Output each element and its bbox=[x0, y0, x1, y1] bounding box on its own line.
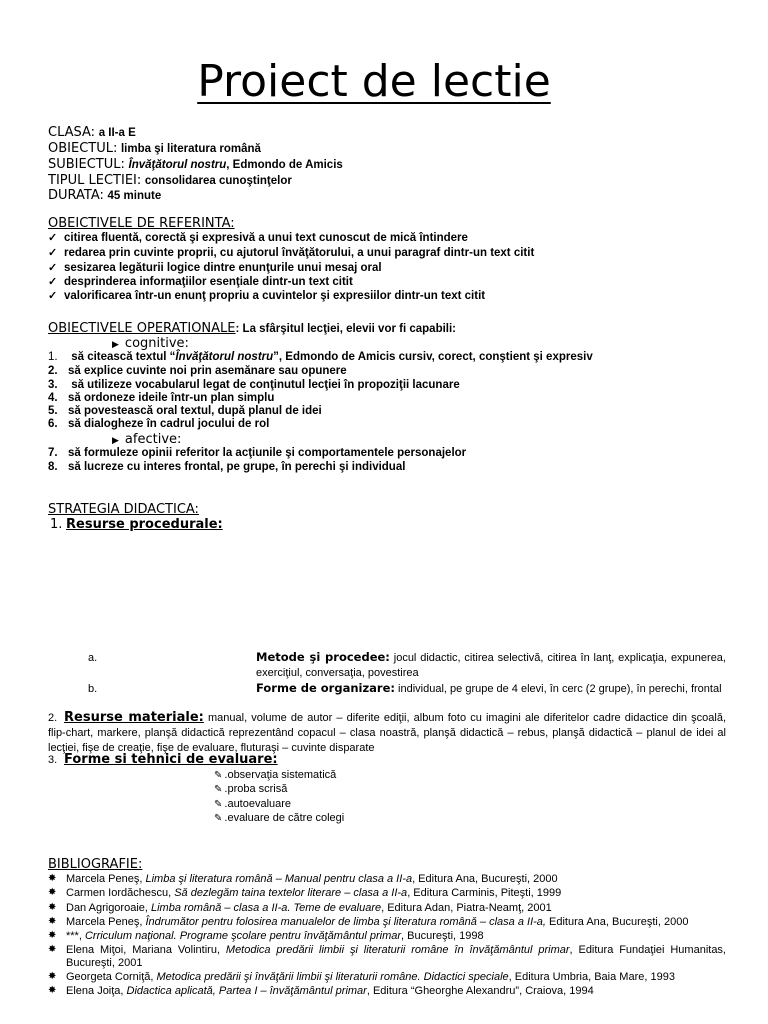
afective-item: 7. să formuleze opinii referitor la acţiunile şi comportamentele personajelor bbox=[48, 447, 467, 459]
referinta-item: ✓ sesizarea legăturii logice dintre enunţurile unui mesaj oral bbox=[48, 262, 382, 274]
checkmark-icon: ✓ bbox=[48, 290, 58, 302]
forme-tehnici-heading: 3. Forme si tehnici de evaluare: bbox=[48, 752, 278, 767]
checkmark-icon: ✓ bbox=[48, 262, 58, 274]
star-bullet-icon: ✸ bbox=[48, 930, 57, 942]
cognitive-item: 5. să povestească oral textul, după planul de idei bbox=[48, 405, 322, 417]
resurse-materiale: 2. Resurse materiale: manual, volume de autor – diferite ediţii, album foto cu imagini ale diferitelor cadre didactice din şcoală, flip-chart, markere, planşă didactică reprezentând copacul – clasa noastră, planşă didactică – rebus, planşă didactică – planul de idei al lecţiei, fişe de creaţie, fişe de evaluare, fluturaşi – cuvinte disparate bbox=[48, 710, 726, 754]
bibliografie-item: ✸ Carmen Iordăchescu, Să dezlegăm taina textelor literare – clasa a II-a, Editura Carminis, Piteşti, 1999 bbox=[48, 887, 562, 900]
info-tipul-lectiei: TIPUL LECTIEI: consolidarea cunoştinţelor bbox=[48, 173, 292, 188]
afective-label: ▶ afective: bbox=[112, 432, 182, 447]
checkmark-icon: ✓ bbox=[48, 276, 58, 288]
pen-bullet-icon: ✎ bbox=[214, 784, 223, 795]
evaluare-item: ✎ .observaţia sistematică bbox=[214, 769, 337, 781]
bibliografie-item: ✸ Georgeta Corniţă, Metodica predării şi învăţării limbii şi literaturii române. Didactici speciale, Editura Umbria, Baia Mare, 1993 bbox=[48, 971, 675, 984]
referinta-item: ✓ citirea fluentă, corectă şi expresivă a unui text cunoscut de mică întindere bbox=[48, 232, 468, 244]
pen-bullet-icon: ✎ bbox=[214, 799, 223, 810]
resurse-procedurale-heading: 1. Resurse procedurale: bbox=[50, 517, 223, 532]
evaluare-item: ✎ .evaluare de către colegi bbox=[214, 812, 345, 824]
afective-item: 8. să lucreze cu interes frontal, pe grupe, în perechi şi individual bbox=[48, 461, 406, 473]
strategia-heading: STRATEGIA DIDACTICA: bbox=[48, 502, 199, 517]
forme-organizare-text: Forme de organizare: individual, pe grupe de 4 elevi, în cerc (2 grupe), în perechi, frontal bbox=[256, 681, 722, 695]
cognitive-item: 6. să dialogheze în cadrul jocului de rol bbox=[48, 418, 270, 430]
bibliografie-item: ✸ ***, Crriculum naţional. Programe şcolare pentru învăţământul primar, Bucureşti, 1998 bbox=[48, 930, 484, 943]
info-obiectul: OBIECTUL: limba şi literatura română bbox=[48, 141, 261, 156]
evaluare-item: ✎ .proba scrisă bbox=[214, 783, 288, 795]
metode-text: Metode şi procedee: jocul didactic, citirea selectivă, citirea în lanţ, explicaţia, expunerea, exerciţiul, conversaţia, povestirea bbox=[256, 650, 726, 679]
bibliografie-item: ✸ Elena Joiţa, Didactica aplicată, Partea I – învăţământul primar, Editura “Gheorghe Alexandru”, Craiova, 1994 bbox=[48, 985, 594, 998]
info-durata: DURATA: 45 minute bbox=[48, 188, 162, 203]
star-bullet-icon: ✸ bbox=[48, 944, 57, 956]
referinta-item: ✓ redarea prin cuvinte proprii, cu ajutorul învăţătorului, a unui paragraf dintr-un text citit bbox=[48, 247, 535, 259]
bibliografie-item: ✸ Marcela Peneş, Îndrumător pentru folosirea manualelor de limba şi literatura română – clasa a II-a, Editura Ana, Bucureşti, 2000 bbox=[48, 915, 689, 928]
star-bullet-icon: ✸ bbox=[48, 887, 57, 899]
star-bullet-icon: ✸ bbox=[48, 873, 57, 884]
bibliografie-item: ✸ Elena Miţoi, Mariana Volintiru, Metodica predării limbii şi literaturii române în învăţământul primar, Editura Fundaţiei Humanitas, Bucureşti, 2001 bbox=[48, 944, 726, 969]
referinta-item: ✓ desprinderea informaţiilor esenţiale dintr-un text citit bbox=[48, 276, 353, 288]
bibliografie-item: ✸ Marcela Peneş, Limba şi literatura română – Manual pentru clasa a II-a, Editura Ana, Bucureşti, 2000 bbox=[48, 873, 558, 885]
referinta-item: ✓ valorificarea într-un enunţ propriu a cuvintelor şi expresiilor dintr-un text citit bbox=[48, 290, 486, 302]
star-bullet-icon: ✸ bbox=[48, 985, 57, 997]
cognitive-item: 1. să citească textul “Învăţătorul nostru”, Edmondo de Amicis cursiv, corect, conştient şi expresiv bbox=[48, 351, 593, 363]
operationale-heading: OBIECTIVELE OPERATIONALE: La sfârşitul lecţiei, elevii vor fi capabili: bbox=[48, 321, 457, 336]
page-title: Proiect de lectie bbox=[197, 56, 551, 107]
cognitive-item: 2. să explice cuvinte noi prin asemănare sau opunere bbox=[48, 365, 347, 377]
bibliografie-list bbox=[48, 873, 726, 998]
checkmark-icon: ✓ bbox=[48, 247, 58, 259]
info-subiectul: SUBIECTUL: Învăţătorul nostru, Edmondo de Amicis bbox=[48, 157, 343, 172]
checkmark-icon: ✓ bbox=[48, 232, 58, 244]
star-bullet-icon: ✸ bbox=[48, 915, 57, 927]
cognitive-label: ▶ cognitive: bbox=[112, 336, 189, 351]
triangle-bullet-icon: ▶ bbox=[112, 339, 119, 349]
pen-bullet-icon: ✎ bbox=[214, 770, 223, 781]
info-clasa: CLASA: a II-a E bbox=[48, 125, 136, 140]
pen-bullet-icon: ✎ bbox=[214, 813, 223, 824]
star-bullet-icon: ✸ bbox=[48, 971, 57, 983]
cognitive-item: 4. să ordoneze ideile într-un plan simplu bbox=[48, 392, 275, 404]
star-bullet-icon: ✸ bbox=[48, 901, 57, 913]
bibliografie-item: ✸ Dan Agrigoroaie, Limba română – clasa a II-a. Teme de evaluare, Editura Adan, Piatra-Neamţ, 2001 bbox=[48, 901, 552, 914]
cognitive-item: 3. să utilizeze vocabularul legat de conţinutul lecţiei în propoziţii lacunare bbox=[48, 379, 460, 391]
forme-organizare-label: b. bbox=[88, 683, 98, 695]
evaluare-item: ✎ .autoevaluare bbox=[214, 798, 292, 810]
triangle-bullet-icon: ▶ bbox=[112, 435, 119, 445]
bibliografie-heading: BIBLIOGRAFIE: bbox=[48, 857, 143, 872]
metode-label: a. bbox=[88, 652, 98, 664]
referinta-heading: OBEICTIVELE DE REFERINTA: bbox=[48, 216, 235, 231]
